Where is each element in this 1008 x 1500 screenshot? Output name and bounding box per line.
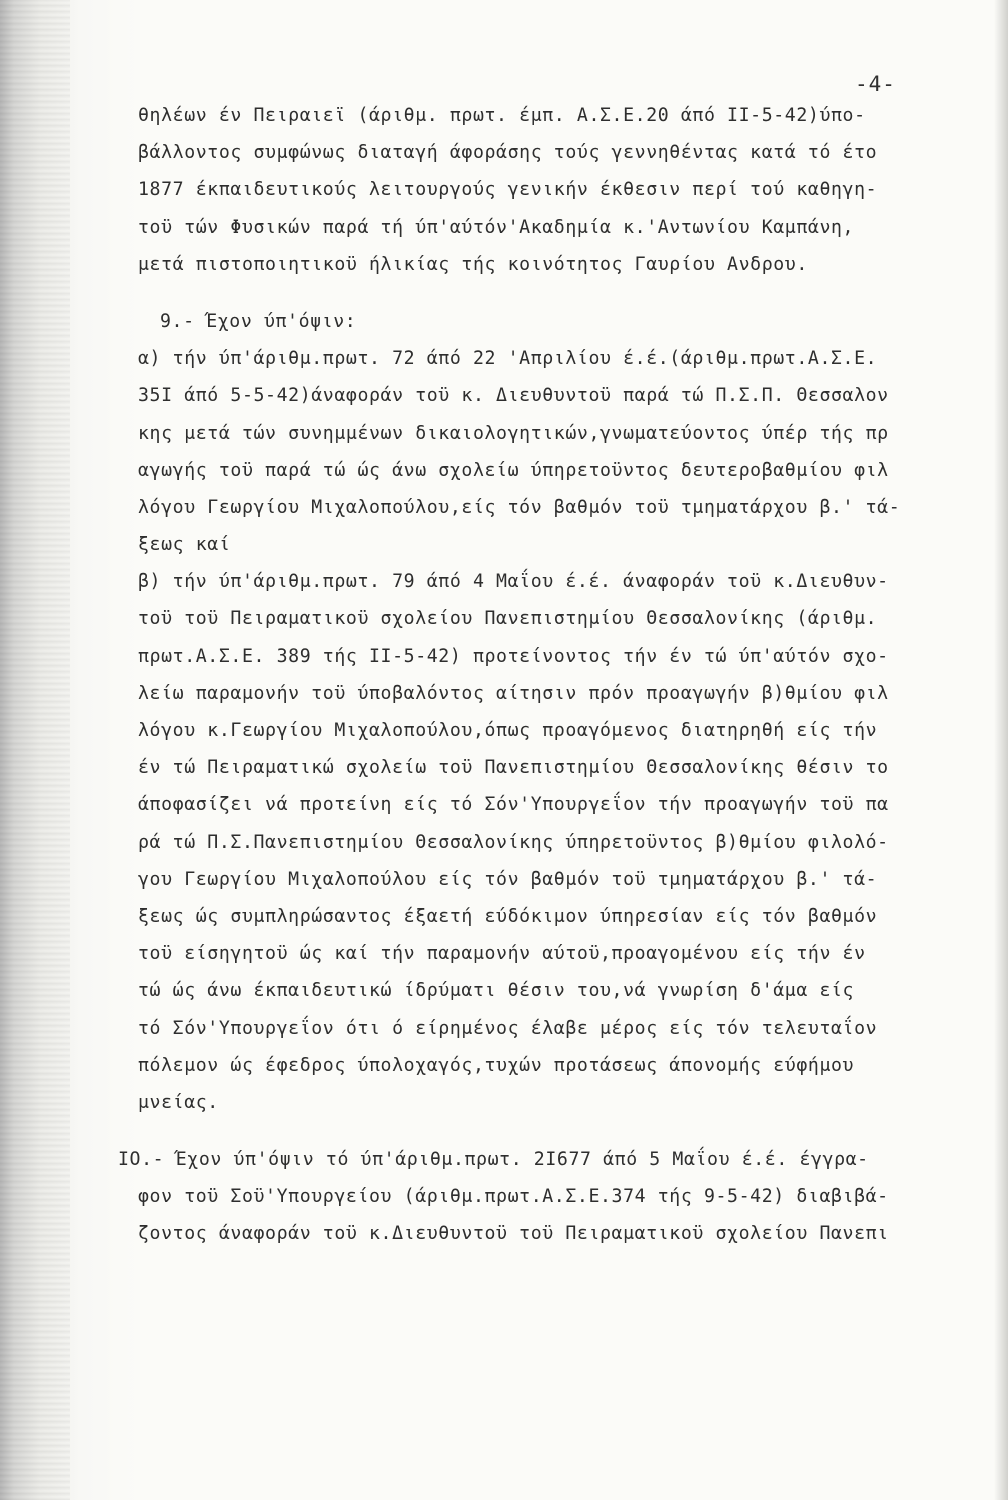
text-line: θηλέων έν Πειραιεϊ (άριθμ. πρωτ. έμπ. Α.Σ.Ε.20 άπό ΙΙ-5-42)ύπο- (138, 105, 866, 126)
text-line: μνείας. (138, 1091, 219, 1113)
text-line: ξεως ώς συμπληρώσαντος έξαετή εύδόκιμον ύπηρεσίαν είς τόν βαθμόν (138, 905, 878, 927)
text-line: τό Σόν'Υπουργεΐον ότι ό είρημένος έλαβε μέρος είς τόν τελευταΐον (138, 1017, 878, 1039)
section-heading-9: 9.- Έχον ύπ'όψιν: (160, 310, 357, 332)
text-line: 35Ι άπό 5-5-42)άναφοράν τοϋ κ. Διευθυντοϋ παρά τώ Π.Σ.Π. Θεσσαλον (138, 385, 889, 407)
page-number: -4- (855, 72, 896, 96)
text-line: μετά πιστοποιητικοϋ ήλικίας τής κοινότητος Γαυρίου Ανδρου. (138, 253, 808, 275)
paragraph-gap (138, 1121, 980, 1141)
text-line: έν τώ Πειραματικώ σχολείω τοϋ Πανεπιστημίου Θεσσαλονίκης θέσιν το (138, 757, 889, 779)
text-line: λόγου Γεωργίου Μιχαλοπούλου,είς τόν βαθμόν τοϋ τμηματάρχου β.' τά- (138, 496, 901, 518)
text-line: πρωτ.Α.Σ.Ε. 389 τής ΙΙ-5-42) προτείνοντος τήν έν τώ ύπ'αύτόν σχο- (138, 645, 889, 667)
text-line: τοϋ είσηγητοϋ ώς καί τήν παραμονήν αύτοϋ,προαγομένου είς τήν έν (138, 943, 866, 965)
text-line: τώ ώς άνω έκπαιδευτικώ ίδρύματι θέσιν του,νά γνωρίση δ'άμα είς (138, 980, 855, 1002)
binding-shadow (0, 0, 70, 1500)
text-line: ζοντος άναφοράν τοϋ κ.Διευθυντοϋ τοϋ Πειραματικοϋ σχολείου Πανεπι (138, 1223, 889, 1245)
text-line: 1877 έκπαιδευτικούς λειτουργούς γενικήν έκθεσιν περί τού καθηγη- (138, 179, 878, 201)
section-heading-10: ΙΟ.- Έχον ύπ'όψιν τό ύπ'άριθμ.πρωτ. 2Ι677 άπό 5 Μαΐου έ.έ. έγγρα- (118, 1149, 869, 1171)
text-line: α) τήν ύπ'άριθμ.πρωτ. 72 άπό 22 'Απριλίου έ.έ.(άριθμ.πρωτ.Α.Σ.Ε. (138, 348, 878, 370)
text-line: β) τήν ύπ'άριθμ.πρωτ. 79 άπό 4 Μαΐου έ.έ. άναφοράν τοϋ κ.Διευθυν- (138, 571, 889, 593)
text-line: πόλεμον ώς έφεδρος ύπολοχαγός,τυχών προτάσεως άπονομής εύφήμου (138, 1054, 855, 1076)
text-line: άποφασίζει νά προτείνη είς τό Σόν'Υπουργεΐον τήν προαγωγήν τοϋ πα (138, 794, 889, 816)
text-line: λείω παραμονήν τοϋ ύποβαλόντος αίτησιν πρόν προαγωγήν β)θμίου φιλ (138, 682, 889, 704)
document-body (118, 97, 980, 1253)
text-line: λόγου κ.Γεωργίου Μιχαλοπούλου,όπως προαγόμενος διατηρηθή είς τήν (138, 720, 878, 741)
text-line: κης μετά τών συνημμένων δικαιολογητικών,γνωματεύοντος ύπέρ τής πρ (138, 422, 889, 444)
text-line: βάλλοντος συμφώνως διαταγή άφοράσης τούς γεννηθέντας κατά τό έτο (138, 142, 878, 164)
paragraph-gap (138, 283, 980, 303)
text-line: φον τοϋ Σοϋ'Υπουργείου (άριθμ.πρωτ.Α.Σ.Ε.374 τής 9-5-42) διαβιβά- (138, 1186, 889, 1208)
text-line: τοϋ τοϋ Πειραματικοϋ σχολείου Πανεπιστημίου Θεσσαλονίκης (άριθμ. (138, 608, 878, 630)
page-edge-shadow (994, 0, 1008, 1500)
text-line: ρά τώ Π.Σ.Πανεπιστημίου Θεσσαλονίκης ύπηρετοϋντος β)θμίου φιλολό- (138, 831, 889, 853)
text-line: αγωγής τοϋ παρά τώ ώς άνω σχολείω ύπηρετοϋντος δευτεροβαθμίου φιλ (138, 459, 889, 481)
text-line: ξεως καί (138, 534, 231, 556)
text-line: γου Γεωργίου Μιχαλοπούλου είς τόν βαθμόν τοϋ τμηματάρχου β.' τά- (138, 868, 878, 890)
text-line: τοϋ τών Φυσικών παρά τή ύπ'αύτόν'Ακαδημία κ.'Αντωνίου Καμπάνη, (138, 216, 855, 238)
